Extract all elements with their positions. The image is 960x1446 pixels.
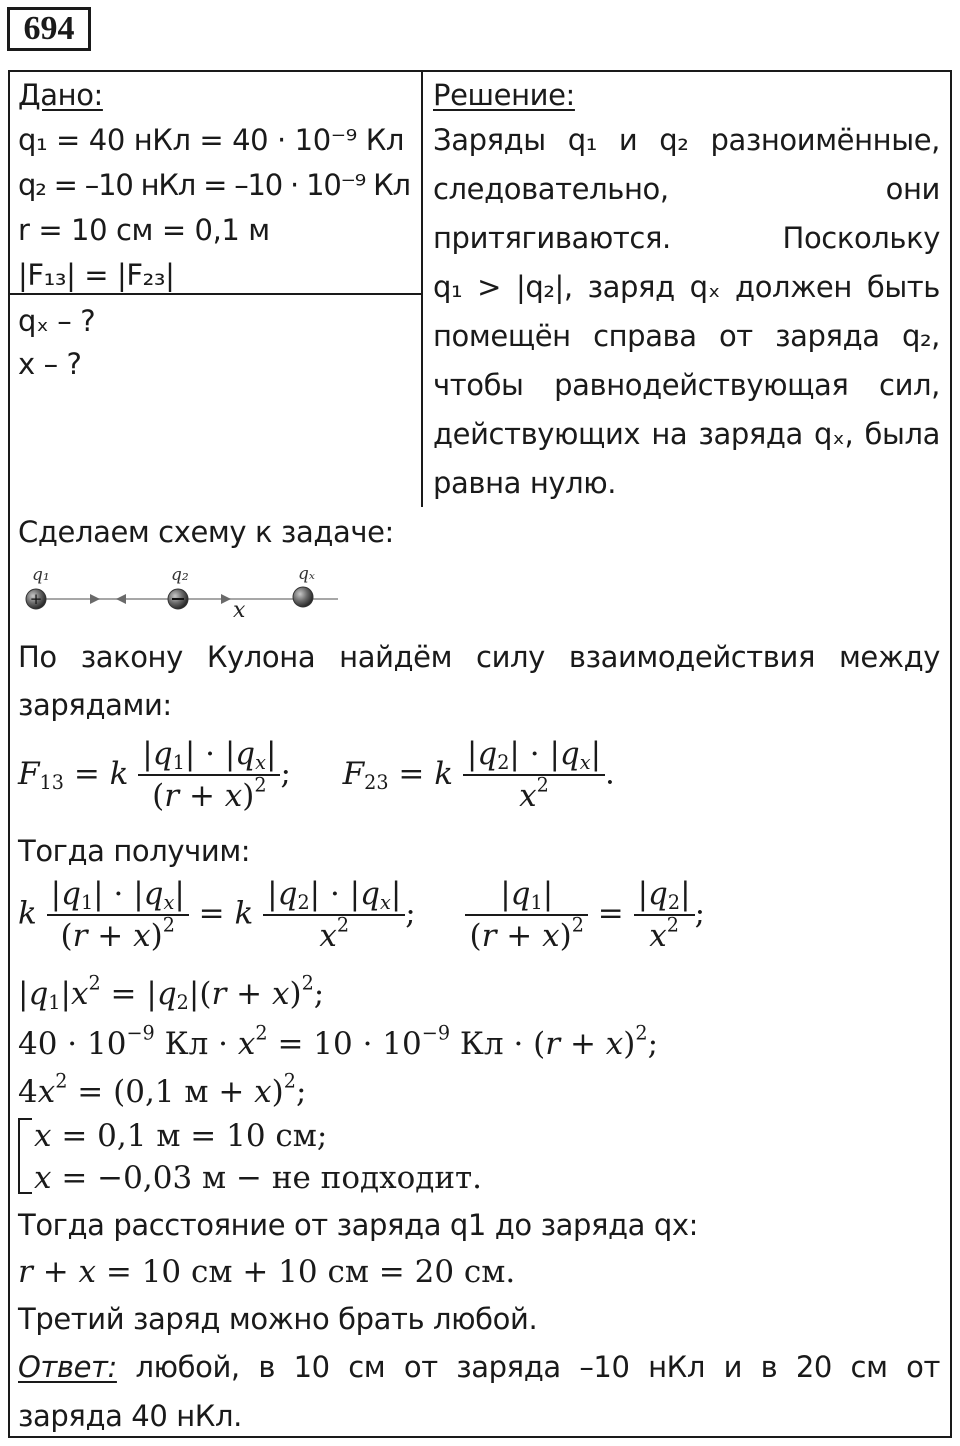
equation-2: $|q_1|x^2 = |q_2|(r + x)^2$; — [18, 971, 325, 1014]
coulomb-line-1: По закону Кулона найдём силу взаимодействия между — [18, 640, 940, 674]
label-q1: q₁ — [32, 565, 50, 585]
given-heading: Дано: — [18, 78, 103, 112]
roots-bracket — [18, 1118, 32, 1194]
column-divider — [421, 70, 423, 507]
root-1: x = 0,1 м = 10 см; — [34, 1118, 328, 1154]
solution-line-4: q₁ > |q₂|, заряд qₓ должен быть — [433, 270, 940, 304]
then-we-get: Тогда получим: — [18, 834, 251, 868]
solution-line-2: следовательно, они — [433, 172, 940, 206]
charge-q1-plus: + — [29, 590, 43, 608]
arrow-q2-left — [116, 594, 126, 604]
label-x: x — [233, 598, 246, 618]
charge-diagram — [18, 562, 348, 618]
given-divider — [8, 293, 422, 295]
find-x: x – ? — [18, 347, 82, 381]
answer-label: Ответ: — [18, 1350, 117, 1384]
solution-heading: Решение: — [433, 78, 575, 112]
label-q2: q₂ — [171, 565, 189, 585]
given-r: r = 10 см = 0,1 м — [18, 213, 270, 247]
given-force-equality: |F₁₃| = |F₂₃| — [18, 258, 175, 292]
distance-text: Тогда расстояние от заряда q1 до заряда qx: — [18, 1208, 699, 1242]
arrow-q2-right — [221, 594, 231, 604]
solution-line-1: Заряды q₁ и q₂ разноимённые, — [433, 123, 940, 157]
problem-number: 694 — [7, 7, 91, 51]
label-qx: qₓ — [298, 564, 315, 584]
solution-line-6: чтобы равнодействующая сил, — [433, 368, 940, 402]
answer-text-1: любой, в 10 см от заряда –10 нКл и в 20 см от — [135, 1350, 940, 1384]
solution-line-5: помещён справа от заряда q₂, — [433, 319, 940, 353]
root-2: x = −0,03 м − не подходит. — [34, 1160, 482, 1196]
answer-line-1 — [18, 1350, 940, 1384]
scheme-intro: Сделаем схему к задаче: — [18, 515, 394, 549]
charge-qx-ball — [293, 587, 313, 607]
given-q1: q₁ = 40 нКл = 40 · 10⁻⁹ Кл — [18, 123, 405, 157]
equation-4: $4x^2 = (0,1$ м + x)$^2$; — [18, 1069, 307, 1110]
find-qx: qₓ – ? — [18, 304, 96, 338]
equation-3: $40 \cdot 10^{-9}$ Кл · $x^2 = 10 \cdot 10^{-9}$ Кл · $(r + x)^2$; — [18, 1021, 659, 1062]
equation-1: k $\frac{|q_1| \cdot |q_x|}{(r + x)^2}$ = k $\frac{|q_2| \cdot |q_x|}{x^2}$ ; $\frac{|q_1|}{(r + x)^2}$ = $\frac{|q_2|}{x^2}$ ; — [18, 876, 706, 954]
coulomb-line-2: зарядами: — [18, 688, 172, 722]
distance-equation: r + x = 10 см + 10 см = 20 см. — [18, 1254, 516, 1290]
third-charge-text: Третий заряд можно брать любой. — [18, 1302, 538, 1336]
arrow-q1-right — [90, 594, 100, 604]
solution-line-3: притягиваются. Поскольку — [433, 221, 940, 255]
solution-line-7: действующих на заряда qₓ, была — [433, 417, 940, 451]
solution-line-8: равна нулю. — [433, 466, 617, 500]
force-formulas: $F_{13} = k$ $\frac{|q_1| \cdot |q_x|}{(r + x)^2}$ ; $F_{23} = k$ $\frac{|q_2| \cdot |q_x|}{x^2}$ . — [18, 736, 615, 814]
given-q2: q₂ = –10 нКл = –10 · 10⁻⁹ Кл — [18, 168, 410, 202]
answer-line-2: заряда 40 нКл. — [18, 1399, 242, 1433]
